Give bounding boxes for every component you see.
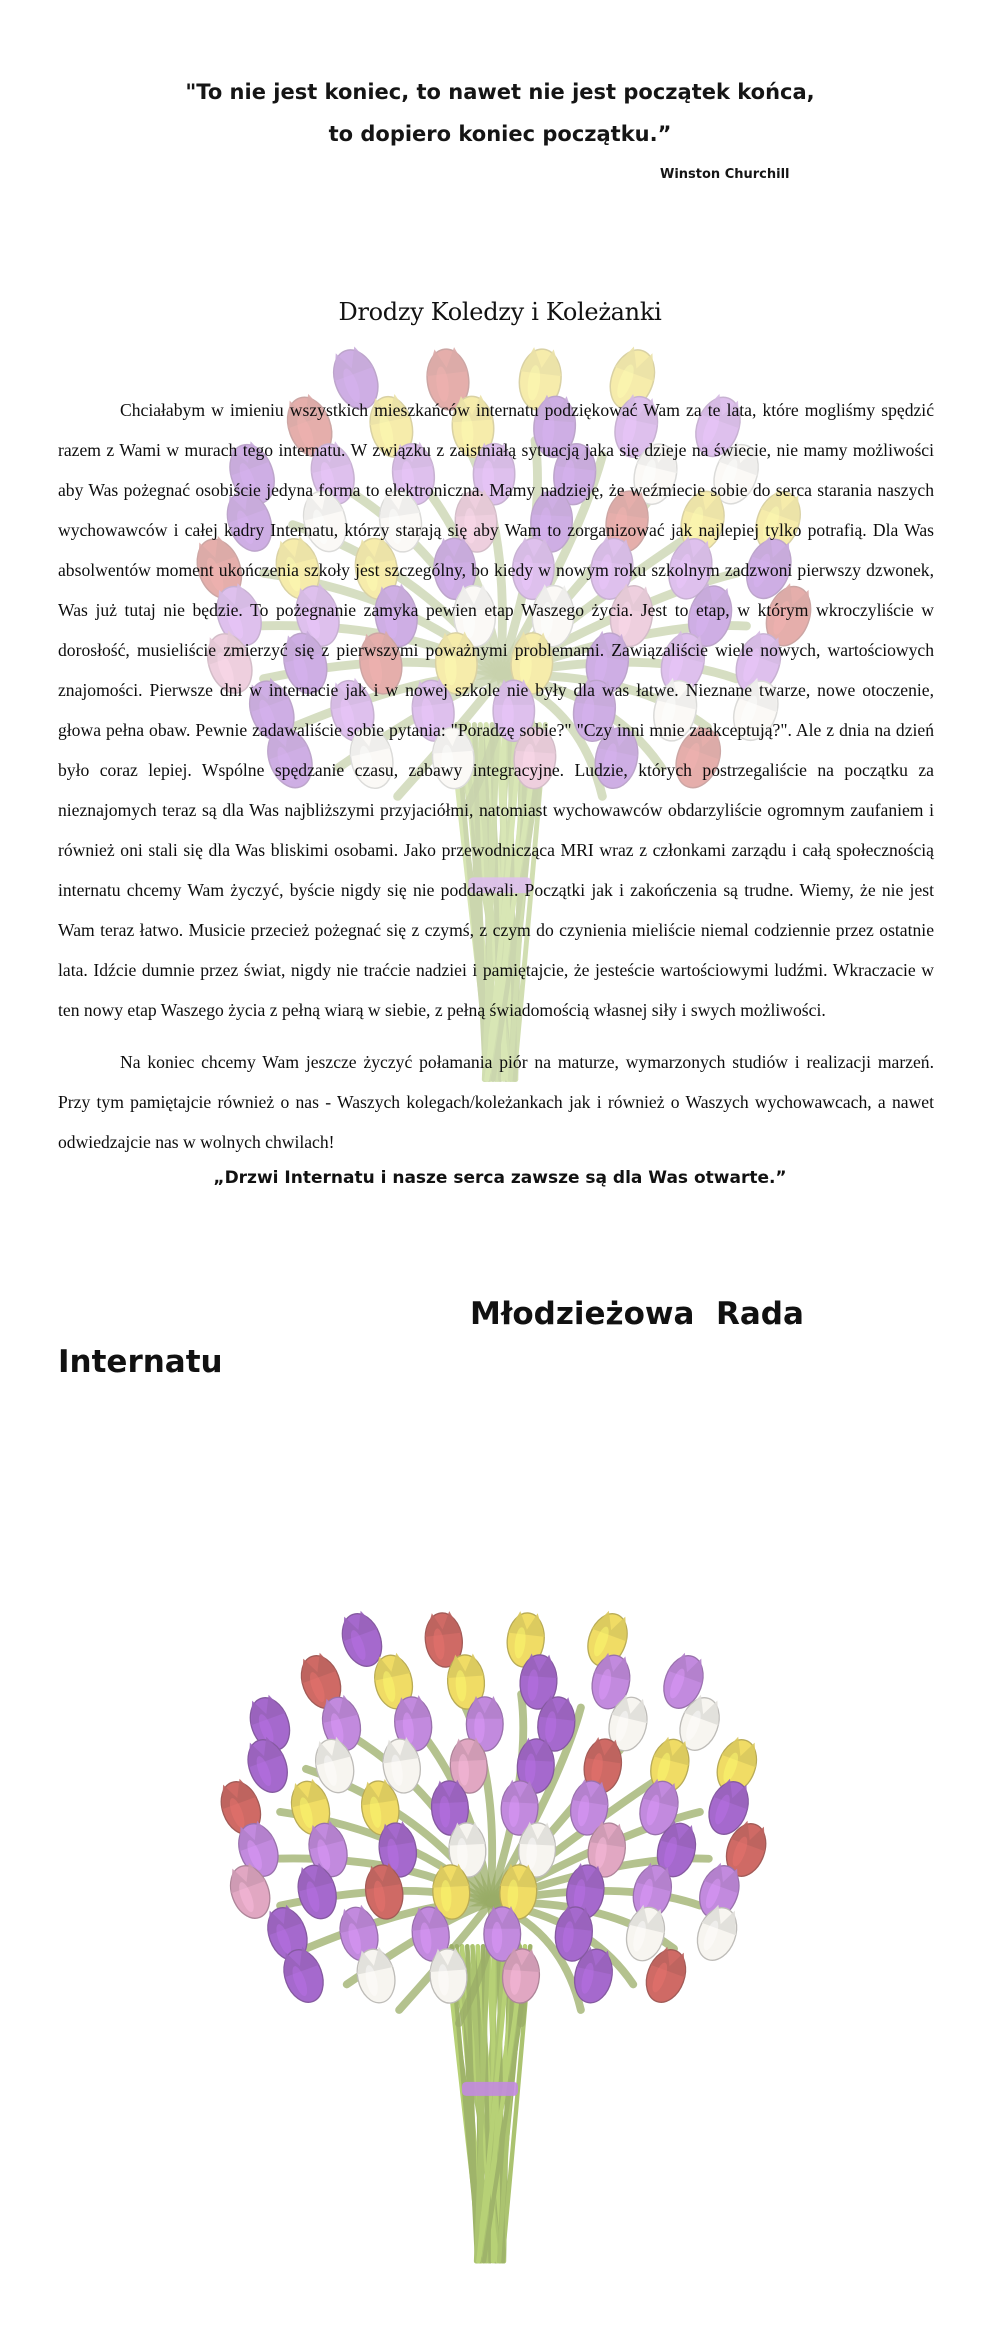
letter-paragraph-2: Na koniec chcemy Wam jeszcze życzyć połamania piór na maturze, wymarzonych studiów i realizacji marzeń. Przy tym pamiętajcie również o nas - Waszych kolegach/koleżankach jak i również o Waszych wychowawcach, a nawet odwiedzajcie nas w wolnych chwilach! — [58, 1052, 934, 1152]
epigraph-author: Winston Churchill — [660, 167, 790, 182]
epigraph-line-2: to dopiero koniec początku.” — [328, 122, 672, 146]
signature-line-2: Internatu — [58, 1344, 223, 1380]
greeting-heading: Drodzy Koledzy i Koleżanki — [338, 298, 662, 326]
motto: „Drzwi Internatu i nasze serca zawsze są dla Was otwarte.” — [213, 1168, 787, 1188]
letter-paragraph-1: Chciałabym w imieniu wszystkich mieszkańców internatu podziękować Wam za te lata, które mogliśmy spędzić razem z Wami w murach tego internatu. W związku z zaistniałą sytuacją jaka się dzieje na świecie, nie mamy możliwości aby Was pożegnać osobiście jedyna forma to elektroniczna. Mamy nadzieję, że weźmiecie sobie do serca starania naszych wychowawców i całej kadry Internatu, którzy starają się aby Wam to zorganizować jak najlepiej tylko potrafią. Dla Was absolwentów moment ukończenia szkoły jest szczególny, bo kiedy w nowym roku szkolnym zadzwoni pierwszy dzwonek, Was już tutaj nie będzie. To pożegnanie zamyka pewien etap Waszego życia. Jest to etap, w którym wkroczyliście w dorosłość, musieliście zmierzyć się z pierwszymi poważnymi problemami. Zawiązaliście wiele nowych, wartościowych znajomości. Pierwsze dni w internacie jak i w nowej szkole nie były dla was łatwe. Nieznane twarze, nowe otoczenie, głowa pełna obaw. Pewnie zadawaliście sobie pytania: "Poradzę sobie?" "Czy inni mnie zaakceptują?". Ale z dnia na dzień było coraz lepiej. Wspólne spędzanie czasu, zabawy integracyjne. Ludzie, których postrzegaliście na początku za nieznajomych teraz są dla Was najbliższymi przyjaciółmi, natomiast wychowawców obdarzyliście ogromnym zaufaniem i również oni stali się dla Was bliskimi osobami. Jako przewodnicząca MRI wraz z członkami zarządu i całą społecznością internatu chcemy Wam życzyć, byście nigdy się nie poddawali. Początki jak i zakończenia są trudne. Wiemy, że nie jest Wam teraz łatwo. Musicie przecież pożegnać się z czymś, z czym do czynienia mieliście niemal codziennie przez ostatnie lata. Idźcie dumnie przez świat, nigdy nie traćcie nadziei i pamiętajcie, że jesteście wartościowymi ludźmi. Wkraczacie w ten nowy etap Waszego życia z pełną wiarą w siebie, z pełną świadomością własnej siły i swych możliwości. — [58, 400, 934, 1020]
epigraph-line-1: "To nie jest koniec, to nawet nie jest początek końca, — [185, 80, 815, 104]
letter-body — [58, 390, 934, 1162]
signature-line-1: Młodzieżowa Rada — [470, 1296, 804, 1332]
tulip-bouquet-image — [120, 1570, 860, 2270]
